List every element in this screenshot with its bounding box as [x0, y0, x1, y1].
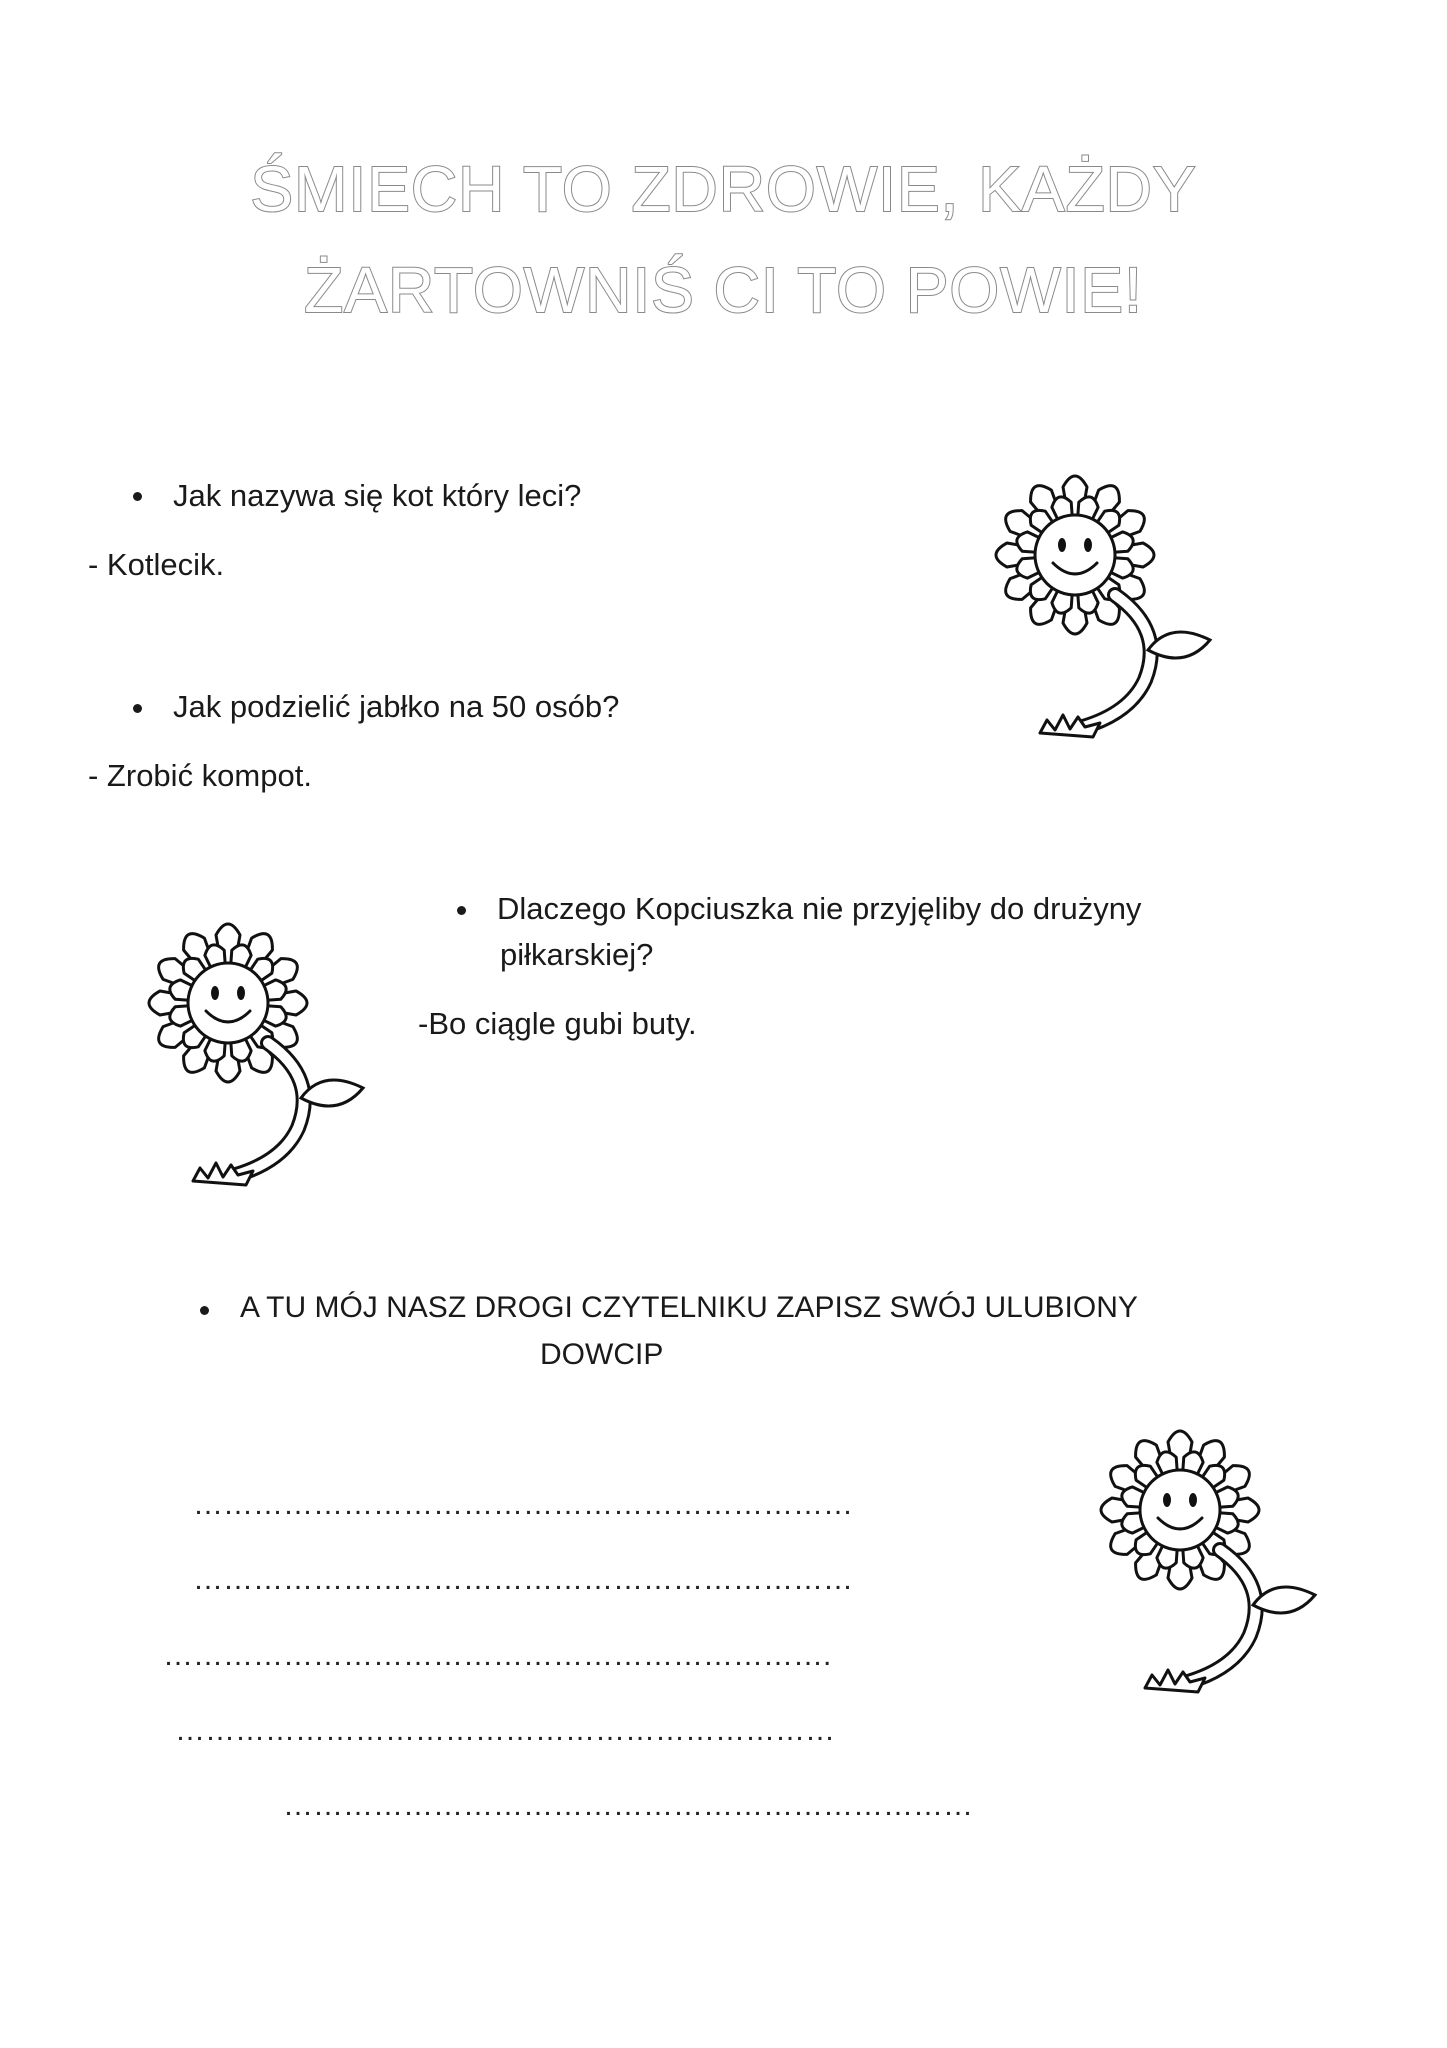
joke-answer: -Bo ciągle gubi buty.: [418, 1006, 697, 1041]
sunflower-icon: [1070, 1400, 1335, 1715]
bullet: [133, 492, 142, 501]
write-prompt: DOWCIP: [540, 1338, 664, 1371]
joke-question: Jak podzielić jabłko na 50 osób?: [173, 689, 620, 724]
joke-answer: - Zrobić kompot.: [88, 758, 312, 793]
page-title-line1: ŚMIECH TO ZDROWIE, KAŻDY: [250, 153, 1197, 225]
joke-question: piłkarskiej?: [500, 937, 654, 972]
writing-line[interactable]: …………………………………………………………: [175, 1714, 835, 1747]
writing-line[interactable]: ……………………………………………………………: [283, 1789, 973, 1822]
bullet: [133, 704, 142, 713]
page-title-line2: ŻARTOWNIŚ CI TO POWIE!: [304, 254, 1143, 326]
bullet: [200, 1306, 209, 1315]
sunflower-icon: [118, 893, 383, 1208]
sunflower-icon: [965, 445, 1230, 760]
joke-question: Jak nazywa się kot który leci?: [173, 478, 582, 513]
writing-line[interactable]: …………………………………………………………: [193, 1488, 853, 1521]
joke-answer: - Kotlecik.: [88, 547, 225, 582]
bullet: [457, 906, 466, 915]
writing-line[interactable]: …………………………………………………………: [193, 1563, 853, 1596]
joke-question: Dlaczego Kopciuszka nie przyjęliby do drużyny: [497, 891, 1142, 926]
writing-line[interactable]: ………………………………………………………….: [163, 1639, 832, 1672]
write-prompt: A TU MÓJ NASZ DROGI CZYTELNIKU ZAPISZ SWÓJ ULUBIONY: [240, 1291, 1138, 1324]
